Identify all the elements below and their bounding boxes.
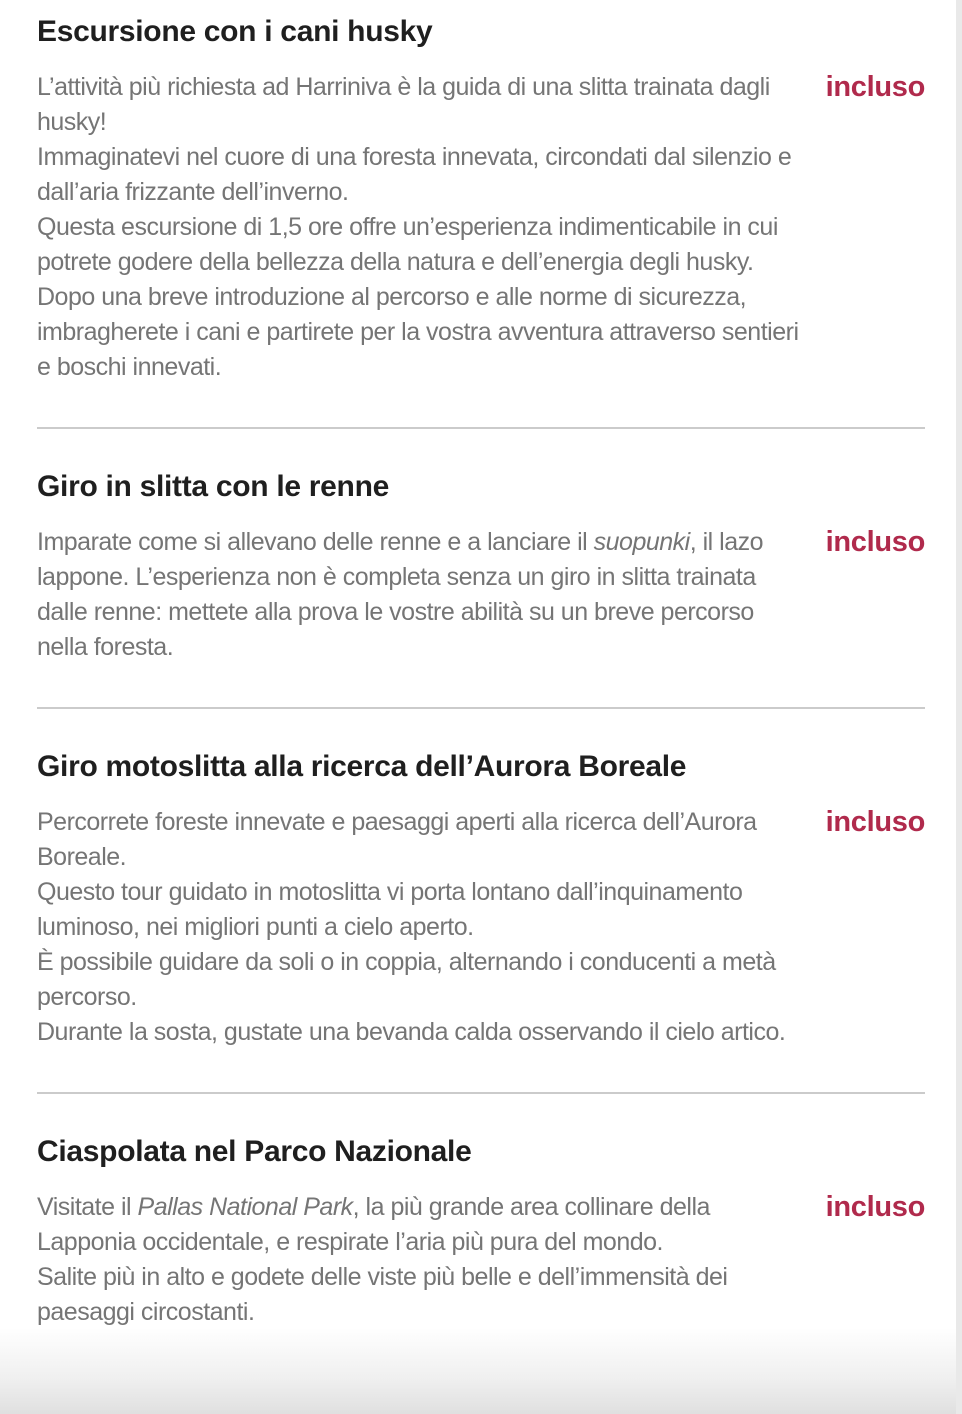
included-badge: incluso [825,806,925,838]
paragraph: Visitate il Pallas National Park, la più grande area collinare della Lapponia occidentale, e respirate l’aria più pura del mondo. [37,1193,710,1256]
activity-section [37,469,925,665]
activity-row [37,805,925,1050]
activity-description [37,70,799,385]
section-divider [37,707,925,709]
paragraph: L’attività più richiesta ad Harriniva è la guida di una slitta trainata dagli husky! [37,73,770,136]
activities-list [37,14,925,1330]
activity-description [37,805,799,1050]
section-divider [37,427,925,429]
activity-title: Ciaspolata nel Parco Nazionale [37,1135,472,1168]
activity-section [37,749,925,1050]
activity-section [37,14,925,385]
paragraph: Percorrete foreste innevate e paesaggi aperti alla ricerca dell’Aurora Boreale. [37,808,757,871]
paragraph: Questa escursione di 1,5 ore offre un’esperienza indimenticabile in cui potrete godere della bellezza della natura e dell’energia degli husky. [37,213,778,276]
activity-title: Escursione con i cani husky [37,15,433,48]
activity-row [37,525,925,665]
paragraph: Imparate come si allevano delle renne e a lanciare il suopunki, il lazo lappone. L’esperienza non è completa senza un giro in slitta trainata dalle renne: mettete alla prova le vostre abilità su un breve percorso nella foresta. [37,528,764,661]
paragraph: Durante la sosta, gustate una bevanda calda osservando il cielo artico. [37,1018,786,1046]
paragraph: Questo tour guidato in motoslitta vi porta lontano dall’inquinamento luminoso, nei migliori punti a cielo aperto. [37,878,743,941]
included-badge: incluso [825,1191,925,1223]
activity-description [37,1190,799,1330]
paragraph: Immaginatevi nel cuore di una foresta innevata, circondati dal silenzio e dall’aria frizzante dell’inverno. [37,143,792,206]
bottom-fade [0,1328,962,1414]
activity-title: Giro motoslitta alla ricerca dell’Aurora Boreale [37,750,687,783]
scrollbar-track[interactable] [956,0,962,1414]
activity-row [37,70,925,385]
section-divider [37,1092,925,1094]
paragraph: Salite più in alto e godete delle viste più belle e dell’immensità dei paesaggi circostanti. [37,1263,728,1326]
activity-section [37,1134,925,1330]
paragraph: È possibile guidare da soli o in coppia, alternando i conducenti a metà percorso. [37,948,776,1011]
included-badge: incluso [825,71,925,103]
activity-row [37,1190,925,1330]
paragraph: Dopo una breve introduzione al percorso e alle norme di sicurezza, imbragherete i cani e partirete per la vostra avventura attraverso sentieri e boschi innevati. [37,283,799,381]
included-badge: incluso [825,526,925,558]
activity-description [37,525,799,665]
activity-title: Giro in slitta con le renne [37,470,389,503]
